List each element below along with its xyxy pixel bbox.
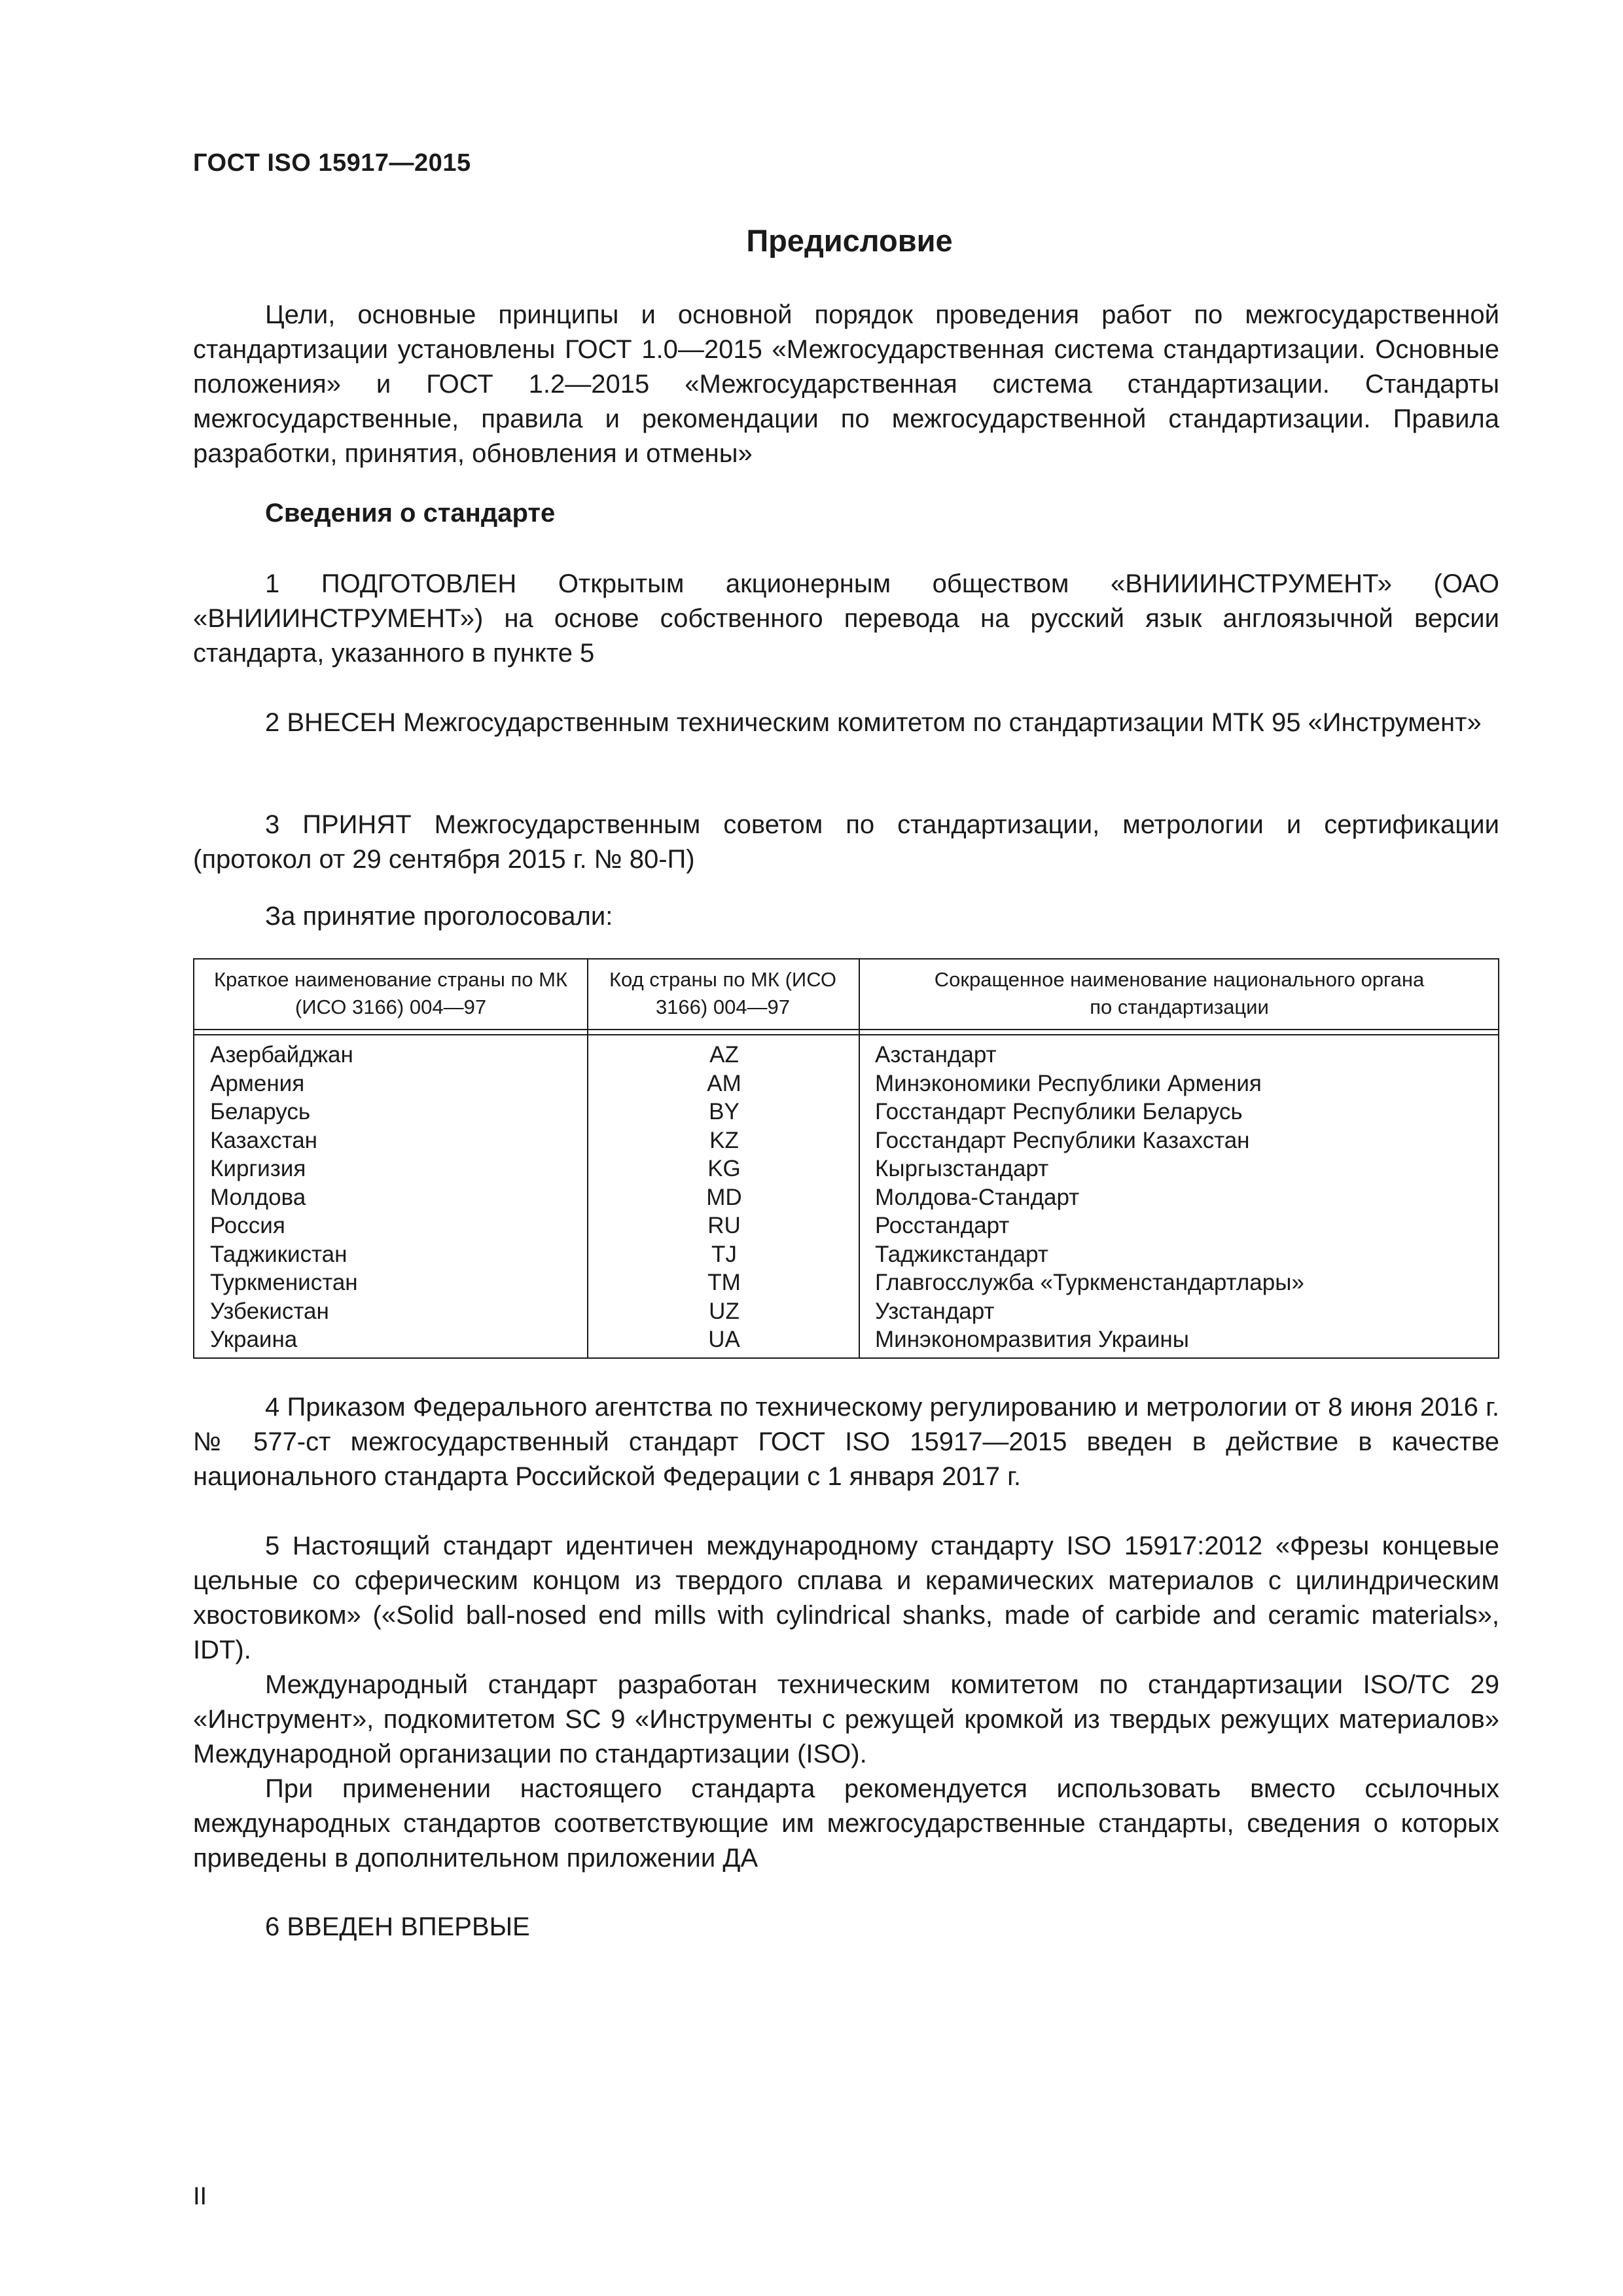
- item-3-paragraph: 3 ПРИНЯТ Межгосударственным советом по стандартизации, метрологии и сертификации (протокол от 29 сентября 2015 г. № 80-П): [193, 810, 1499, 874]
- table-column-bodies: [875, 1041, 1304, 1354]
- table-cell-body: Таджикстандарт: [875, 1241, 1048, 1267]
- item-5-paragraph-3: При применении настоящего стандарта рекомендуется использовать вместо ссылочных международных стандартов соответствующие им межгосударственные стандарты, сведения о которых приведены в дополнительном приложении ДА: [193, 1774, 1499, 1873]
- table-cell-code: TJ: [711, 1241, 737, 1267]
- table-cell-body: Минэкономразвития Украины: [875, 1327, 1189, 1352]
- table-cell-body: Госстандарт Республики Казахстан: [875, 1127, 1250, 1153]
- table-header-code: Код страны по МК (ИСО 3166) 004—97: [609, 968, 837, 1018]
- table-cell-code: UA: [708, 1327, 740, 1352]
- table-cell-code: BY: [709, 1099, 740, 1124]
- table-cell-code: TM: [707, 1270, 741, 1295]
- intro-paragraph: Цели, основные принципы и основной порядок проведения работ по межгосударственной стандартизации установлены ГОСТ 1.0—2015 «Межгосударственная система стандартизации. Основные положения» и ГОСТ 1.2—2015 «Межгосударственная система стандартизации. Стандарты межгосударственные, правила и рекомендации по межгосударственной стандартизации. Правила разработки, принятия, обновления и отмены»: [193, 300, 1499, 468]
- table-header-divider: [194, 1029, 1498, 1030]
- table-cell-country: Россия: [210, 1213, 285, 1238]
- table-cell-country: Беларусь: [210, 1099, 311, 1124]
- item-5-paragraph: 5 Настоящий стандарт идентичен международному стандарту ISO 15917:2012 «Фрезы концевые цельные со сферическим концом из твердого сплава и керамических материалов с цилиндрическим хвостовиком» («Solid ball-nosed end mills with cylindrical shanks, made of carbide and ceramic materials», IDT).: [193, 1532, 1499, 1664]
- table-cell-code: MD: [706, 1184, 742, 1210]
- table-column-countries: [210, 1041, 358, 1354]
- item-2-paragraph: 2 ВНЕСЕН Межгосударственным техническим комитетом по стандартизации МТК 95 «Инструмент»: [265, 708, 1482, 737]
- vote-label: За принятие проголосовали:: [265, 902, 613, 931]
- voting-table: [193, 958, 1499, 1359]
- table-header-country: Краткое наименование страны по МК (ИСО 3166) 004—97: [213, 968, 568, 1018]
- table-cell-code: RU: [707, 1213, 741, 1238]
- table-cell-body: Главгосслужба «Туркменстандартлары»: [875, 1270, 1304, 1295]
- table-cell-code: KG: [707, 1156, 741, 1181]
- table-cell-code: AZ: [709, 1042, 739, 1067]
- document-id-header: ГОСТ ISO 15917—2015: [193, 149, 471, 177]
- table-cell-country: Украина: [210, 1327, 298, 1352]
- table-cell-body: Кыргызстандарт: [875, 1156, 1049, 1181]
- table-cell-country: Узбекистан: [210, 1298, 329, 1324]
- table-cell-body: Азстандарт: [875, 1042, 997, 1067]
- table-cell-country: Армения: [210, 1070, 305, 1096]
- table-cell-country: Азербайджан: [210, 1042, 353, 1067]
- table-cell-body: Молдова-Стандарт: [875, 1184, 1080, 1210]
- table-cell-body: Узстандарт: [875, 1298, 995, 1324]
- item-5-paragraph-2: Международный стандарт разработан техническим комитетом по стандартизации ISO/TC 29 «Инструмент», подкомитетом SC 9 «Инструменты с режущей кромкой из твердых режущих материалов» Международной организации по стандартизации (ISO).: [193, 1670, 1499, 1768]
- info-heading: Сведения о стандарте: [265, 499, 556, 528]
- page-title: Предисловие: [746, 223, 953, 258]
- item-6-paragraph: 6 ВВЕДЕН ВПЕРВЫЕ: [265, 1912, 530, 1941]
- table-cell-country: Туркменистан: [210, 1270, 358, 1295]
- item-4-paragraph: 4 Приказом Федерального агентства по техническому регулированию и метрологии от 8 июня 2016 г. № 577-ст межгосударственный стандарт ГОСТ ISO 15917—2015 введен в действие в качестве национального стандарта Российской Федерации с 1 января 2017 г.: [193, 1393, 1499, 1491]
- table-cell-country: Таджикистан: [210, 1241, 348, 1267]
- table-column-codes: [588, 1041, 860, 1354]
- table-cell-code: AM: [707, 1070, 741, 1096]
- table-header-body: Сокращенное наименование национального органа по стандартизации: [934, 968, 1425, 1018]
- page-number: II: [193, 2183, 207, 2210]
- item-1-paragraph: 1 ПОДГОТОВЛЕН Открытым акционерным обществом «ВНИИИНСТРУМЕНТ» (ОАО «ВНИИИНСТРУМЕНТ») на основе собственного перевода на русский язык англоязычной версии стандарта, указанного в пункте 5: [193, 569, 1499, 668]
- table-cell-country: Молдова: [210, 1184, 306, 1210]
- table-cell-country: Казахстан: [210, 1127, 318, 1153]
- table-cell-body: Госстандарт Республики Беларусь: [875, 1099, 1243, 1124]
- table-cell-body: Минэкономики Республики Армения: [875, 1070, 1262, 1096]
- table-cell-code: UZ: [709, 1298, 740, 1324]
- table-cell-country: Киргизия: [210, 1156, 306, 1181]
- table-header-divider: [194, 1034, 1498, 1035]
- table-cell-code: KZ: [709, 1127, 739, 1153]
- table-cell-body: Росстандарт: [875, 1213, 1010, 1238]
